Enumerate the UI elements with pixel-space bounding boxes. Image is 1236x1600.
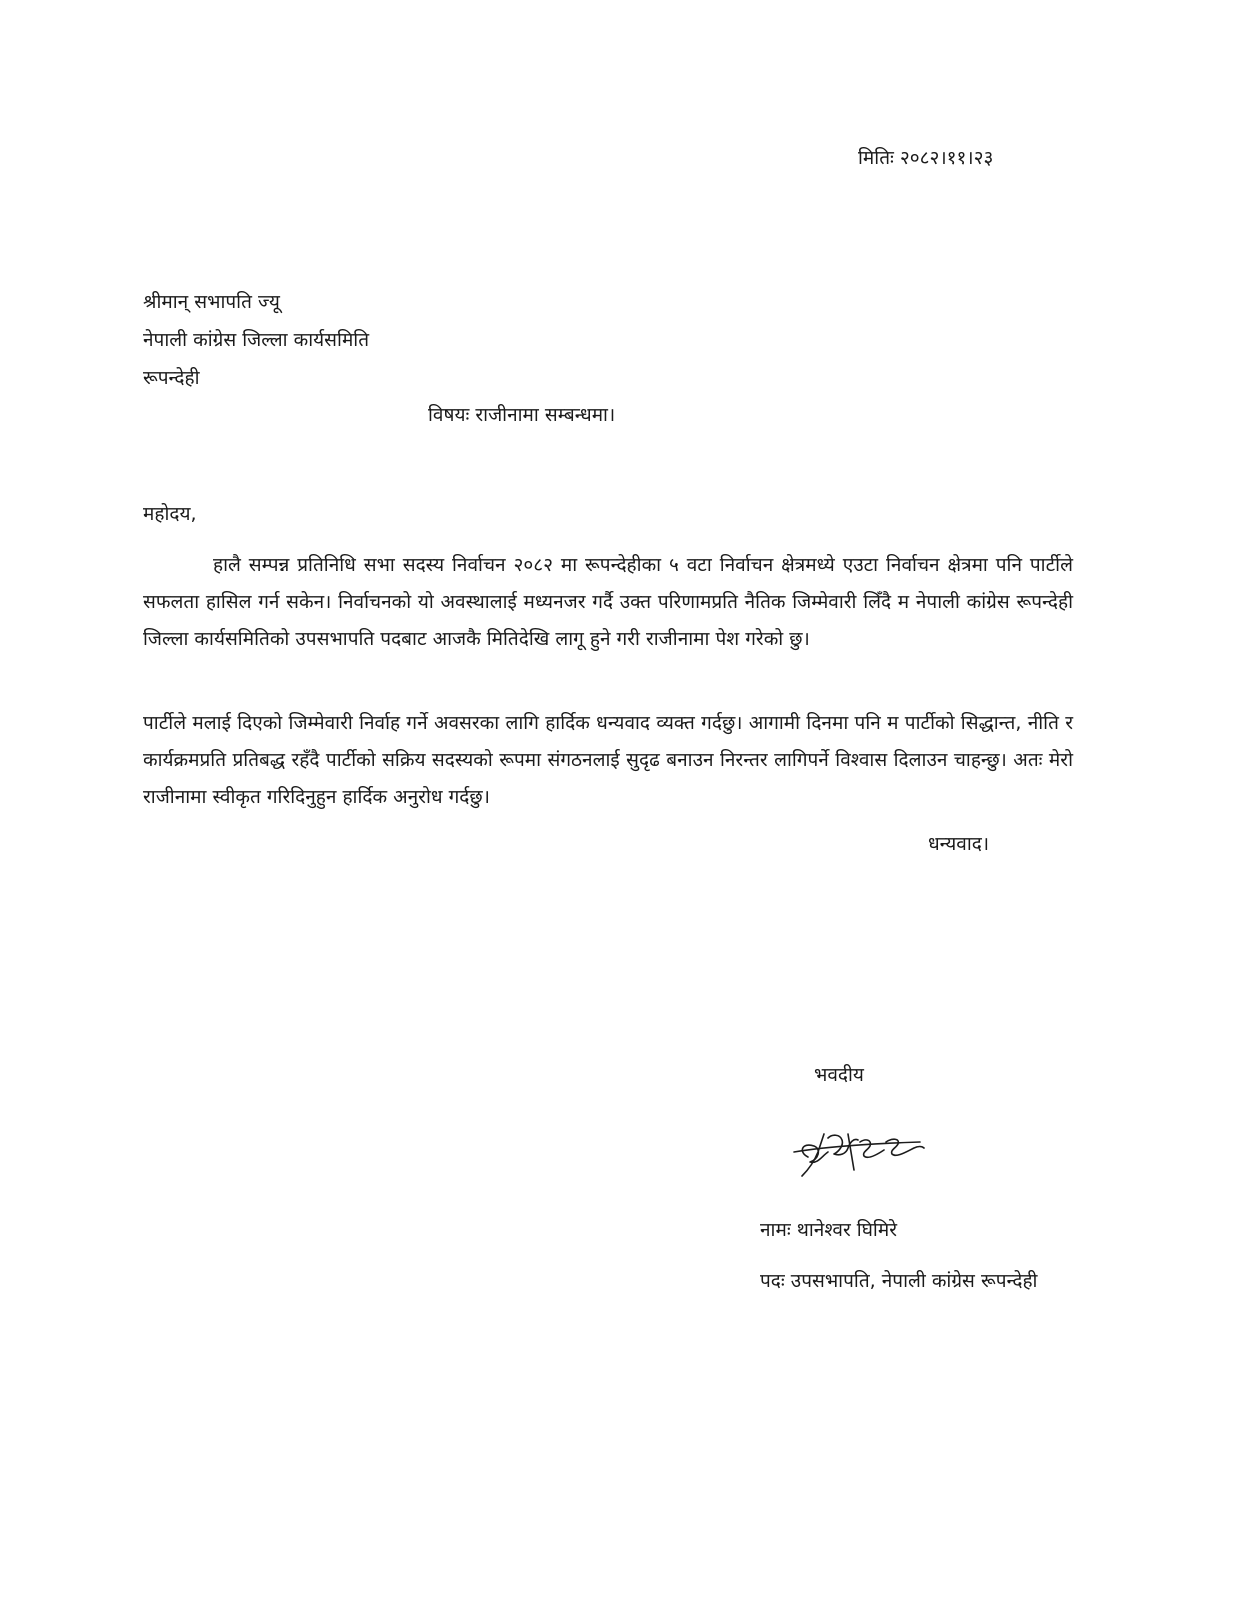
- post-label: पदः: [760, 1270, 785, 1292]
- handwritten-signature: [788, 1112, 928, 1192]
- name-label: नामः: [760, 1219, 791, 1241]
- subject-text: राजीनामा सम्बन्धमा।: [475, 404, 616, 426]
- recipient-location: रूपन्देही: [143, 367, 200, 389]
- signatory-name-line: [760, 1218, 897, 1242]
- subject-label: विषयः: [428, 404, 470, 426]
- thanks-line: धन्यवाद।: [928, 833, 990, 855]
- date-label: मितिः: [858, 147, 894, 169]
- recipient-title: श्रीमान् सभापति ज्यू: [143, 291, 280, 313]
- salutation: महोदय,: [143, 503, 197, 525]
- recipient-organization: नेपाली कांग्रेस जिल्ला कार्यसमिति: [143, 329, 370, 351]
- body-paragraph-2: पार्टीले मलाई दिएको जिम्मेवारी निर्वाह गर्ने अवसरका लागि हार्दिक धन्यवाद व्यक्त गर्दछु। आगामी दिनमा पनि म पार्टीको सिद्धान्त, नीति र कार्यक्रमप्रति प्रतिबद्ध रहँदै पार्टीको सक्रिय सदस्यको रूपमा संगठनलाई सुदृढ बनाउन निरन्तर लागिपर्ने विश्वास दिलाउन चाहन्छु। अतः मेरो राजीनामा स्वीकृत गरिदिनुहुन हार्दिक अनुरोध गर्दछु।: [143, 712, 1073, 808]
- date-value: २०८२।११।२३: [899, 147, 994, 169]
- body-paragraph-1: हालै सम्पन्न प्रतिनिधि सभा सदस्य निर्वाचन २०८२ मा रूपन्देहीका ५ वटा निर्वाचन क्षेत्रमध्ये एउटा निर्वाचन क्षेत्रमा पनि पार्टीले सफलता हासिल गर्न सकेन। निर्वाचनको यो अवस्थालाई मध्यनजर गर्दै उक्त परिणामप्रति नैतिक जिम्मेवारी लिँदै म नेपाली कांग्रेस रूपन्देही जिल्ला कार्यसमितिको उपसभापति पदबाट आजकै मितिदेखि लागू हुने गरी राजीनामा पेश गरेको छु।: [143, 554, 1073, 650]
- closing-line: भवदीय: [814, 1064, 864, 1086]
- date-line: [858, 146, 993, 170]
- subject-line: [428, 403, 615, 427]
- signatory-post-line: [760, 1269, 1037, 1293]
- signatory-name: थानेश्वर घिमिरे: [796, 1219, 897, 1241]
- signatory-post: उपसभापति, नेपाली कांग्रेस रूपन्देही: [790, 1270, 1038, 1292]
